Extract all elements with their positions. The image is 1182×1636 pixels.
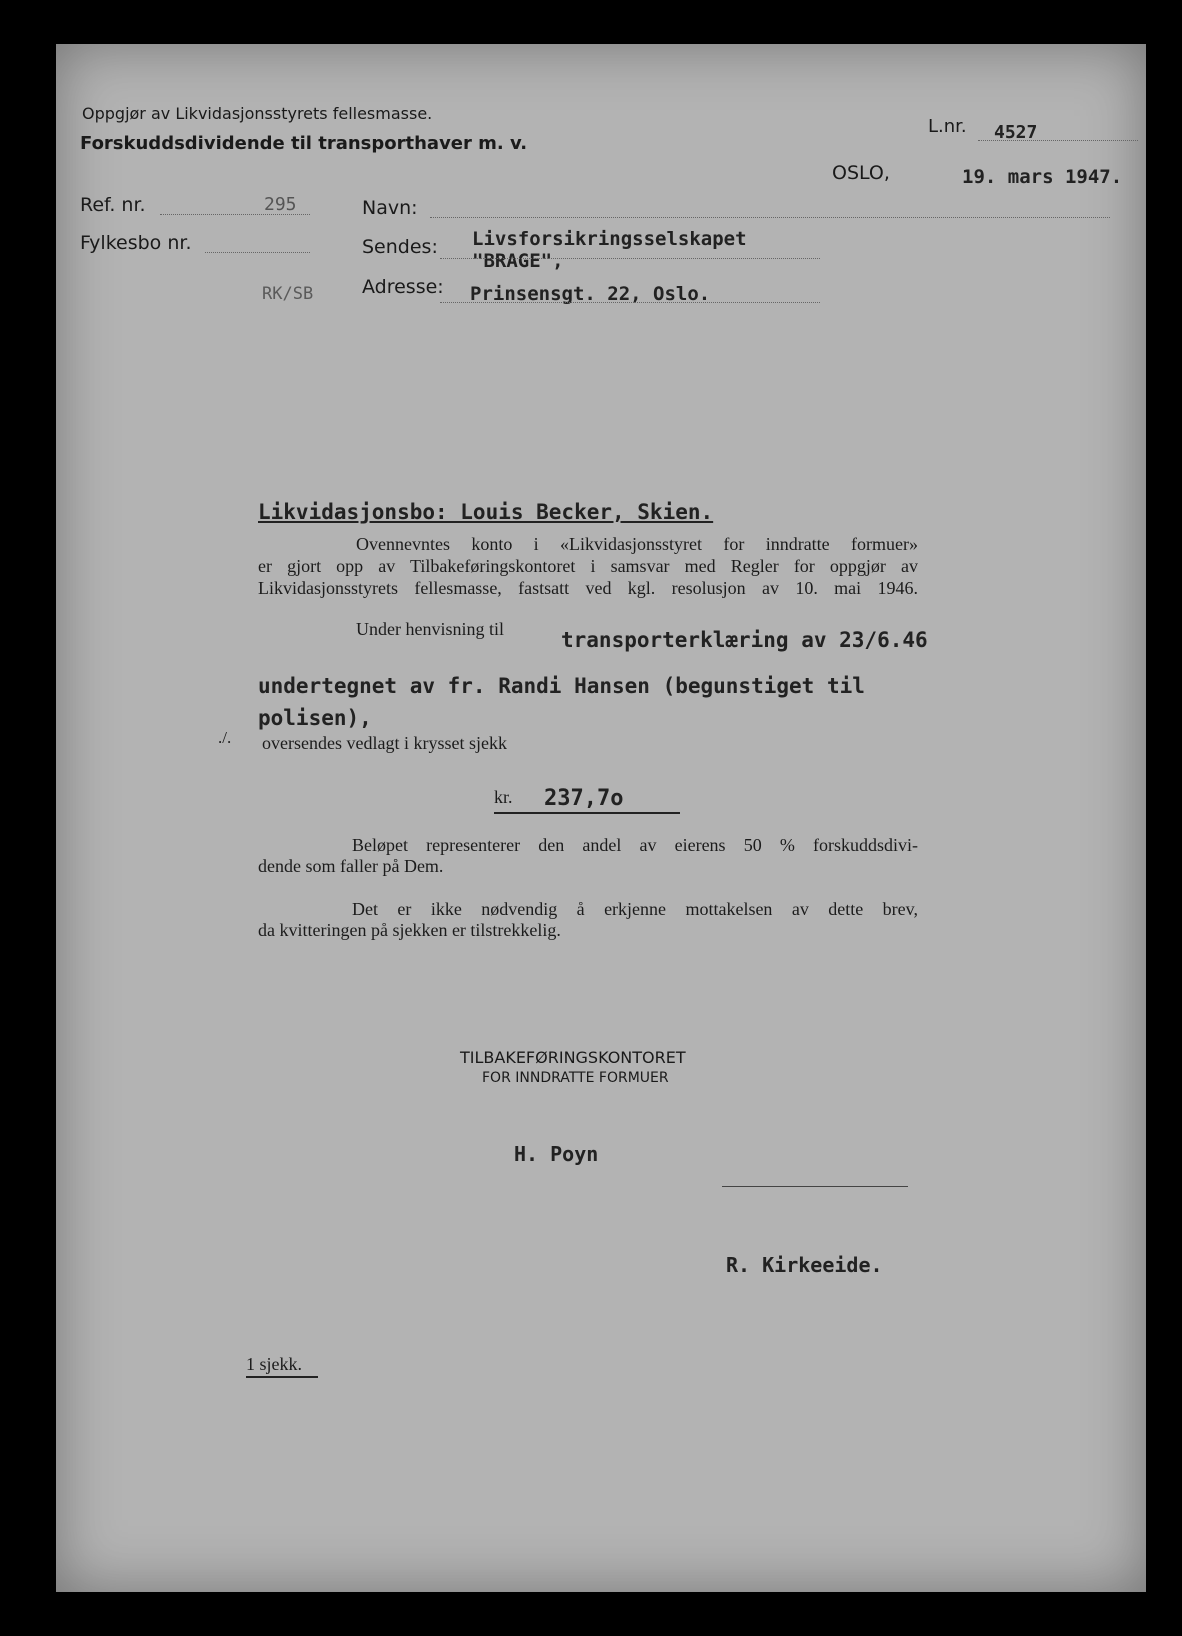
typed-reference-line-2: undertegnet av fr. Randi Hansen (begunstiget til xyxy=(258,674,865,698)
lnr-label: L.nr. xyxy=(928,116,967,137)
paragraph-2-line-2: dende som faller på Dem. xyxy=(258,856,444,876)
document-sheet xyxy=(56,44,1146,1592)
ref-value: 295 xyxy=(264,194,297,215)
sendes-line-2: "BRAGE", xyxy=(472,250,564,272)
amount-underline xyxy=(494,812,680,814)
lnr-value: 4527 xyxy=(994,122,1038,143)
fylkesbo-dots xyxy=(205,252,310,253)
initials: RK/SB xyxy=(262,284,314,304)
paragraph-3-line-1: Det er ikke nødvendig å erkjenne mottakelsen av dette brev, xyxy=(352,899,918,919)
ref-dots xyxy=(160,214,310,215)
office-subtitle: FOR INNDRATTE FORMUER xyxy=(482,1070,669,1086)
office-name: TILBAKEFØRINGSKONTORET xyxy=(460,1048,686,1067)
under-henvisning: Under henvisning til xyxy=(356,619,504,639)
sendes-dots xyxy=(440,258,820,259)
oversendes-line: oversendes vedlagt i krysset sjekk xyxy=(262,733,507,753)
paragraph-1-line-3: Likvidasjonsstyrets fellesmasse, fastsatt ved kgl. resolusjon av 10. mai 1946. xyxy=(258,578,918,598)
subject-line: Likvidasjonsbo: Louis Becker, Skien. xyxy=(258,500,714,524)
signatory-2: R. Kirkeeide. xyxy=(726,1253,883,1277)
navn-dots xyxy=(430,217,1110,218)
adresse-dots xyxy=(440,302,820,303)
city: OSLO, xyxy=(832,162,890,184)
sendes-label: Sendes: xyxy=(362,236,438,258)
navn-label: Navn: xyxy=(362,197,418,219)
signature-line xyxy=(722,1186,908,1187)
adresse-label: Adresse: xyxy=(362,276,444,298)
typed-reference-line-3: polisen), xyxy=(258,706,372,730)
kr-label: kr. xyxy=(494,787,513,807)
signatory-1: H. Poyn xyxy=(514,1142,599,1166)
letter-date: 19. mars 1947. xyxy=(962,166,1123,188)
sendes-line-1: Livsforsikringsselskapet xyxy=(472,228,747,250)
margin-mark: ./. xyxy=(218,728,232,747)
paragraph-2-line-1: Beløpet representerer den andel av eierens 50 % forskuddsdivi- xyxy=(352,835,918,855)
fylkesbo-label: Fylkesbo nr. xyxy=(80,232,192,254)
enclosure-note: 1 sjekk. xyxy=(246,1354,302,1374)
adresse-value: Prinsensgt. 22, Oslo. xyxy=(470,283,711,305)
paragraph-1-line-1: Ovennevntes konto i «Likvidasjonsstyret for inndratte formuer» xyxy=(356,534,918,554)
header-line-1: Oppgjør av Likvidasjonsstyrets fellesmasse. xyxy=(82,104,433,123)
ref-label: Ref. nr. xyxy=(80,194,146,216)
lnr-dots xyxy=(978,140,1138,141)
paragraph-1-line-2: er gjort opp av Tilbakeføringskontoret i samsvar med Regler for oppgjør av xyxy=(258,556,918,576)
paragraph-3-line-2: da kvitteringen på sjekken er tilstrekkelig. xyxy=(258,920,561,940)
enclosure-underline xyxy=(246,1376,318,1378)
amount-value: 237,7o xyxy=(544,786,624,811)
header-line-2: Forskuddsdividende til transporthaver m. v. xyxy=(80,133,528,154)
typed-reference-line-1: transporterklæring av 23/6.46 xyxy=(561,628,928,652)
